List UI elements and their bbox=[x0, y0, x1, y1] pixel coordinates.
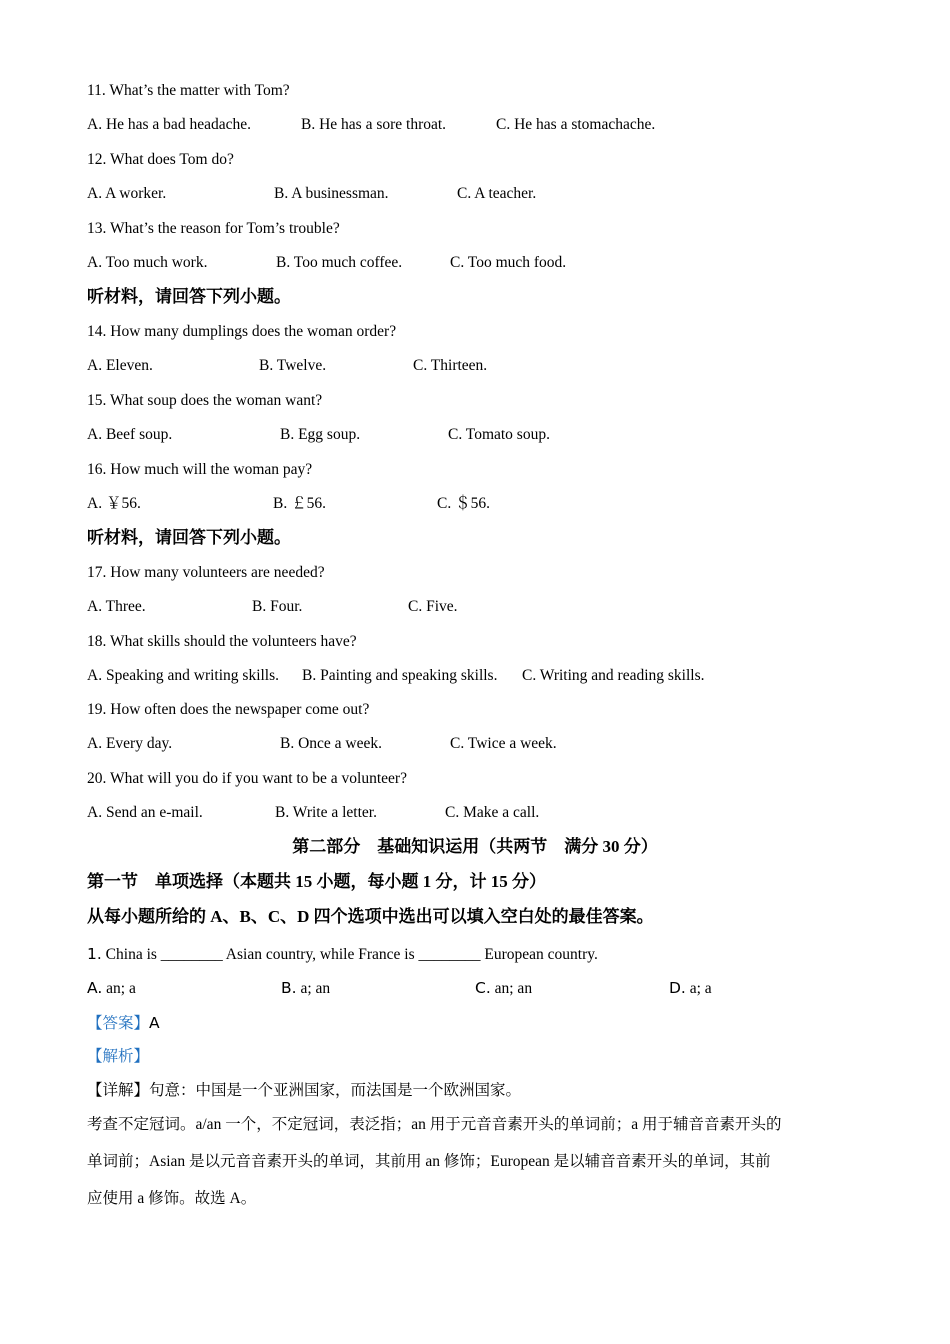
option-c: C. Make a call. bbox=[445, 804, 540, 821]
explanation-line-2: 单词前；Asian 是以元音音素开头的单词，其前用 an 修饰；European 是以辅音音素开头的单词，其前 bbox=[87, 1153, 771, 1170]
option-text: a; a bbox=[685, 980, 712, 997]
option-c: C. ＄56. bbox=[437, 495, 490, 512]
option-a: A. A worker. bbox=[87, 185, 167, 202]
explanation-line-3: 应使用 a 修饰。故选 A。 bbox=[87, 1190, 257, 1207]
option-b: B. Once a week. bbox=[280, 735, 382, 752]
option-text: an; an bbox=[490, 980, 533, 997]
option-a: A. ￥56. bbox=[87, 495, 141, 512]
option-c bbox=[475, 978, 532, 999]
option-a: A. Too much work. bbox=[87, 254, 208, 271]
explanation-line-1: 考查不定冠词。a/an 一个，不定冠词，表泛指；an 用于元音音素开头的单词前；a 用于辅音音素开头的 bbox=[87, 1116, 782, 1133]
option-c: C. Five. bbox=[408, 598, 458, 615]
option-b bbox=[281, 978, 330, 999]
part-two-title: 第二部分 基础知识运用（共两节 满分 30 分） bbox=[292, 837, 658, 856]
option-b: B. Twelve. bbox=[259, 357, 327, 374]
option-a: A. Speaking and writing skills. bbox=[87, 667, 280, 684]
question-12-stem: 12. What does Tom do? bbox=[87, 151, 234, 168]
detail-label: 【详解】 bbox=[87, 1082, 150, 1099]
option-a bbox=[87, 978, 136, 999]
analysis-label: 【解析】 bbox=[87, 1048, 150, 1065]
option-c: C. Thirteen. bbox=[413, 357, 488, 374]
option-letter: B. bbox=[281, 979, 297, 997]
section-heading: 听材料，请回答下列小题。 bbox=[87, 287, 291, 306]
question-16-stem: 16. How much will the woman pay? bbox=[87, 461, 313, 478]
option-a: A. He has a bad headache. bbox=[87, 116, 251, 133]
option-b: B. Write a letter. bbox=[275, 804, 377, 821]
answer-line bbox=[87, 1013, 160, 1034]
section-one-title: 第一节 单项选择（本题共 15 小题，每小题 1 分，计 15 分） bbox=[87, 872, 546, 891]
detail-line bbox=[87, 1081, 521, 1101]
mc-question-1-stem bbox=[87, 944, 598, 965]
option-c: C. Tomato soup. bbox=[448, 426, 550, 443]
option-b: B. A businessman. bbox=[274, 185, 389, 202]
option-letter: D. bbox=[669, 979, 686, 997]
detail-text: 句意：中国是一个亚洲国家，而法国是一个欧洲国家。 bbox=[149, 1082, 522, 1099]
question-20-stem: 20. What will you do if you want to be a volunteer? bbox=[87, 770, 407, 787]
question-11-stem: 11. What’s the matter with Tom? bbox=[87, 82, 290, 99]
option-d bbox=[669, 978, 712, 999]
option-text: an; a bbox=[102, 980, 136, 997]
option-a: A. Eleven. bbox=[87, 357, 153, 374]
option-c: C. A teacher. bbox=[457, 185, 537, 202]
option-b: B. Egg soup. bbox=[280, 426, 361, 443]
option-letter: C. bbox=[475, 979, 491, 997]
question-14-stem: 14. How many dumplings does the woman order? bbox=[87, 323, 397, 340]
option-a: A. Beef soup. bbox=[87, 426, 173, 443]
option-c: C. Twice a week. bbox=[450, 735, 557, 752]
option-b: B. ￡56. bbox=[273, 495, 326, 512]
question-18-stem: 18. What skills should the volunteers have? bbox=[87, 633, 357, 650]
section-heading: 听材料，请回答下列小题。 bbox=[87, 528, 291, 547]
option-a: A. Send an e-mail. bbox=[87, 804, 203, 821]
option-letter: A. bbox=[87, 979, 103, 997]
question-19-stem: 19. How often does the newspaper come out? bbox=[87, 701, 370, 718]
option-c: C. Too much food. bbox=[450, 254, 567, 271]
question-13-stem: 13. What’s the reason for Tom’s trouble? bbox=[87, 220, 340, 237]
option-b: B. Painting and speaking skills. bbox=[302, 667, 498, 684]
option-b: B. Too much coffee. bbox=[276, 254, 403, 271]
option-a: A. Three. bbox=[87, 598, 146, 615]
question-text: China is ________ Asian country, while France is ________ European country. bbox=[101, 946, 598, 963]
answer-label: 【答案】 bbox=[87, 1015, 150, 1032]
answer-value: A bbox=[149, 1014, 160, 1032]
option-b: B. He has a sore throat. bbox=[301, 116, 447, 133]
option-c: C. Writing and reading skills. bbox=[522, 667, 705, 684]
option-b: B. Four. bbox=[252, 598, 303, 615]
section-one-instruction: 从每小题所给的 A、B、C、D 四个选项中选出可以填入空白处的最佳答案。 bbox=[87, 907, 654, 926]
option-text: a; an bbox=[296, 980, 331, 997]
question-17-stem: 17. How many volunteers are needed? bbox=[87, 564, 325, 581]
question-number: 1. bbox=[87, 945, 102, 963]
question-15-stem: 15. What soup does the woman want? bbox=[87, 392, 323, 409]
option-a: A. Every day. bbox=[87, 735, 173, 752]
option-c: C. He has a stomachache. bbox=[496, 116, 656, 133]
